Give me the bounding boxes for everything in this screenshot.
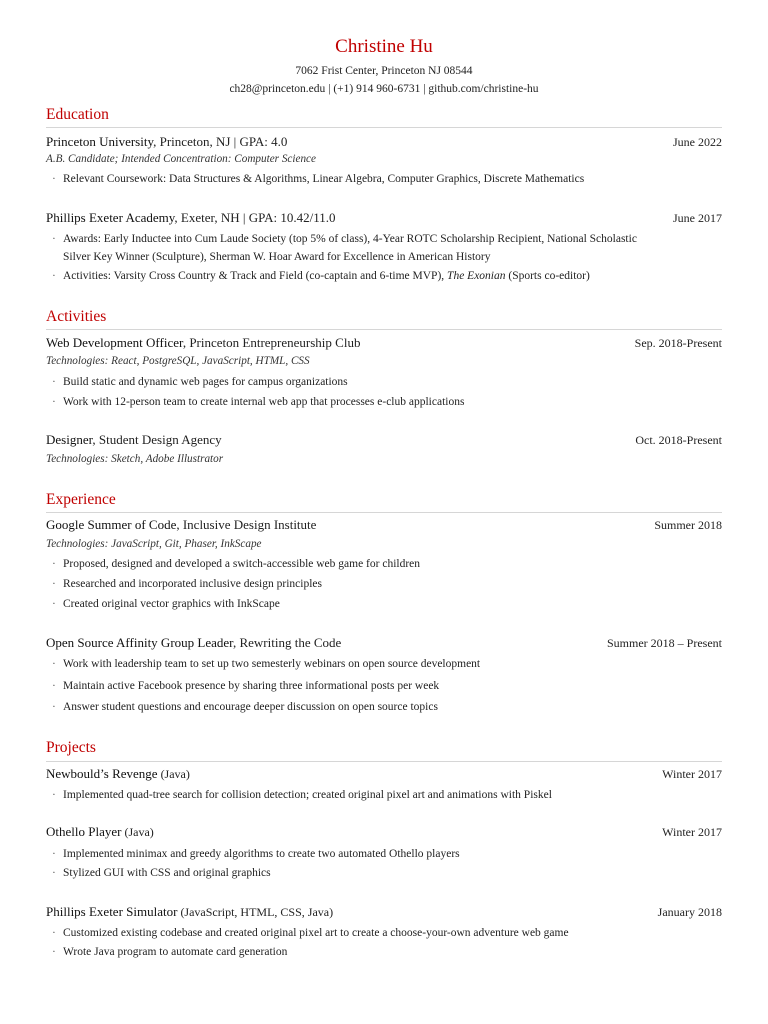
bullet-glyph: · bbox=[52, 658, 56, 670]
section-divider bbox=[46, 512, 722, 513]
list-item bbox=[52, 924, 732, 943]
entry-webdev bbox=[46, 335, 722, 351]
section-title-experience: Experience bbox=[46, 491, 116, 508]
entry-technologies: Technologies: Sketch, Adobe Illustrator bbox=[46, 453, 224, 465]
bullet-continuation: Silver Key Winner (Sculpture), Sherman W. Hoar Award for Excellence in American History bbox=[63, 251, 491, 263]
bullet-glyph: · bbox=[52, 867, 56, 879]
entry-org: , Student Design Agency bbox=[92, 432, 222, 447]
entry-othello bbox=[46, 824, 722, 840]
entry-exeter bbox=[46, 210, 722, 226]
list-item bbox=[52, 786, 732, 805]
bullet-text: Relevant Coursework: Data Structures & Algorithms, Linear Algebra, Computer Graphics, Discrete Mathematics bbox=[63, 173, 585, 185]
entry-gsoc bbox=[46, 517, 722, 533]
entry-name: Phillips Exeter Academy bbox=[46, 210, 175, 225]
entry-simulator bbox=[46, 904, 722, 920]
candidate-name: Christine Hu bbox=[335, 36, 433, 57]
list-item bbox=[52, 230, 732, 249]
entry-details: , Exeter, NH | GPA: 10.42/11.0 bbox=[174, 210, 336, 225]
entry-osag bbox=[46, 635, 722, 651]
bullet-glyph: · bbox=[52, 233, 56, 245]
bullet-text: Proposed, designed and developed a switch-accessible web game for children bbox=[63, 558, 421, 570]
bullet-glyph: · bbox=[52, 578, 56, 590]
list-item bbox=[52, 845, 732, 864]
entry-lang: (Java) bbox=[121, 825, 154, 839]
entry-designer bbox=[46, 432, 722, 448]
entry-date: Winter 2017 bbox=[662, 767, 722, 781]
entry-name: Newbould’s Revenge bbox=[46, 766, 158, 781]
entry-org: , Princeton Entrepreneurship Club bbox=[182, 335, 361, 350]
list-item bbox=[52, 373, 732, 392]
bullet-text: Answer student questions and encourage deeper discussion on open source topics bbox=[63, 701, 438, 713]
list-item bbox=[52, 393, 732, 412]
entry-role: Designer bbox=[46, 432, 93, 447]
entry-details: , Princeton, NJ | GPA: 4.0 bbox=[153, 134, 288, 149]
entry-princeton bbox=[46, 134, 722, 150]
bullet-text: Awards: Early Inductee into Cum Laude Society (top 5% of class), 4-Year ROTC Scholarship Recipient, National Scholastic bbox=[63, 233, 637, 245]
bullet-glyph: · bbox=[52, 680, 56, 692]
list-item bbox=[52, 943, 732, 962]
entry-date: Sep. 2018-Present bbox=[634, 336, 722, 350]
bullet-glyph: · bbox=[52, 946, 56, 958]
entry-role: Google Summer of Code bbox=[46, 517, 177, 532]
section-divider bbox=[46, 127, 722, 128]
bullet-text: Build static and dynamic web pages for campus organizations bbox=[63, 376, 348, 388]
section-title-projects: Projects bbox=[46, 739, 96, 756]
entry-date: June 2022 bbox=[673, 135, 722, 149]
entry-lang: (JavaScript, HTML, CSS, Java) bbox=[177, 905, 334, 919]
address-line: 7062 Frist Center, Princeton NJ 08544 bbox=[295, 65, 473, 77]
entry-org: , Rewriting the Code bbox=[232, 635, 342, 650]
contact-line: ch28@princeton.edu | (+1) 914 960-6731 | github.com/christine-hu bbox=[229, 83, 539, 95]
entry-technologies: Technologies: JavaScript, Git, Phaser, InkScape bbox=[46, 538, 262, 550]
entry-newbould bbox=[46, 766, 722, 782]
bullet-text: (Sports co-editor) bbox=[505, 270, 590, 282]
list-item bbox=[52, 170, 732, 189]
entry-date: January 2018 bbox=[657, 905, 722, 919]
bullet-glyph: · bbox=[52, 558, 56, 570]
entry-technologies: Technologies: React, PostgreSQL, JavaScript, HTML, CSS bbox=[46, 355, 310, 367]
bullet-glyph: · bbox=[52, 270, 56, 282]
bullet-text: Researched and incorporated inclusive design principles bbox=[63, 578, 322, 590]
section-title-education: Education bbox=[46, 106, 109, 123]
bullet-glyph: · bbox=[52, 376, 56, 388]
bullet-glyph: · bbox=[52, 789, 56, 801]
list-item bbox=[52, 698, 732, 717]
entry-date: June 2017 bbox=[673, 211, 722, 225]
bullet-text: Implemented quad-tree search for collision detection; created original pixel art and animations with Piskel bbox=[63, 789, 552, 801]
entry-date: Oct. 2018-Present bbox=[635, 433, 722, 447]
section-divider bbox=[46, 761, 722, 762]
bullet-glyph: · bbox=[52, 598, 56, 610]
bullet-text: Work with 12-person team to create internal web app that processes e-club applications bbox=[63, 396, 465, 408]
entry-lang: (Java) bbox=[157, 767, 190, 781]
entry-name: Othello Player bbox=[46, 824, 122, 839]
entry-date: Winter 2017 bbox=[662, 825, 722, 839]
bullet-text: Implemented minimax and greedy algorithms to create two automated Othello players bbox=[63, 848, 460, 860]
bullet-text: Activities: Varsity Cross Country & Track and Field (co-captain and 6-time MVP), bbox=[63, 270, 448, 282]
bullet-glyph: · bbox=[52, 701, 56, 713]
bullet-text: Wrote Java program to automate card generation bbox=[63, 946, 288, 958]
entry-date: Summer 2018 bbox=[654, 518, 722, 532]
list-item bbox=[52, 677, 732, 696]
bullet-glyph: · bbox=[52, 396, 56, 408]
bullet-glyph: · bbox=[52, 173, 56, 185]
entry-date: Summer 2018 – Present bbox=[607, 636, 722, 650]
list-item bbox=[52, 595, 732, 614]
list-item bbox=[52, 555, 732, 574]
list-item bbox=[52, 864, 732, 883]
list-item bbox=[52, 267, 732, 286]
entry-subtitle: A.B. Candidate; Intended Concentration: Computer Science bbox=[46, 153, 316, 165]
bullet-glyph: · bbox=[52, 848, 56, 860]
bullet-text: Customized existing codebase and created original pixel art to create a choose-your-own adventure web game bbox=[63, 927, 569, 939]
bullet-text: Created original vector graphics with InkScape bbox=[63, 598, 280, 610]
bullet-text: Work with leadership team to set up two semesterly webinars on open source development bbox=[63, 658, 481, 670]
list-item bbox=[52, 655, 732, 674]
bullet-text: Maintain active Facebook presence by sharing three informational posts per week bbox=[63, 680, 440, 692]
section-title-activities: Activities bbox=[46, 308, 107, 325]
bullet-glyph: · bbox=[52, 927, 56, 939]
list-item bbox=[52, 575, 732, 594]
entry-role: Web Development Officer bbox=[46, 335, 183, 350]
entry-name: Phillips Exeter Simulator bbox=[46, 904, 178, 919]
section-divider bbox=[46, 329, 722, 330]
entry-role: Open Source Affinity Group Leader bbox=[46, 635, 233, 650]
entry-org: , Inclusive Design Institute bbox=[176, 517, 317, 532]
entry-name: Princeton University bbox=[46, 134, 154, 149]
bullet-text: Stylized GUI with CSS and original graphics bbox=[63, 867, 271, 879]
publication-name: The Exonian bbox=[447, 270, 506, 282]
